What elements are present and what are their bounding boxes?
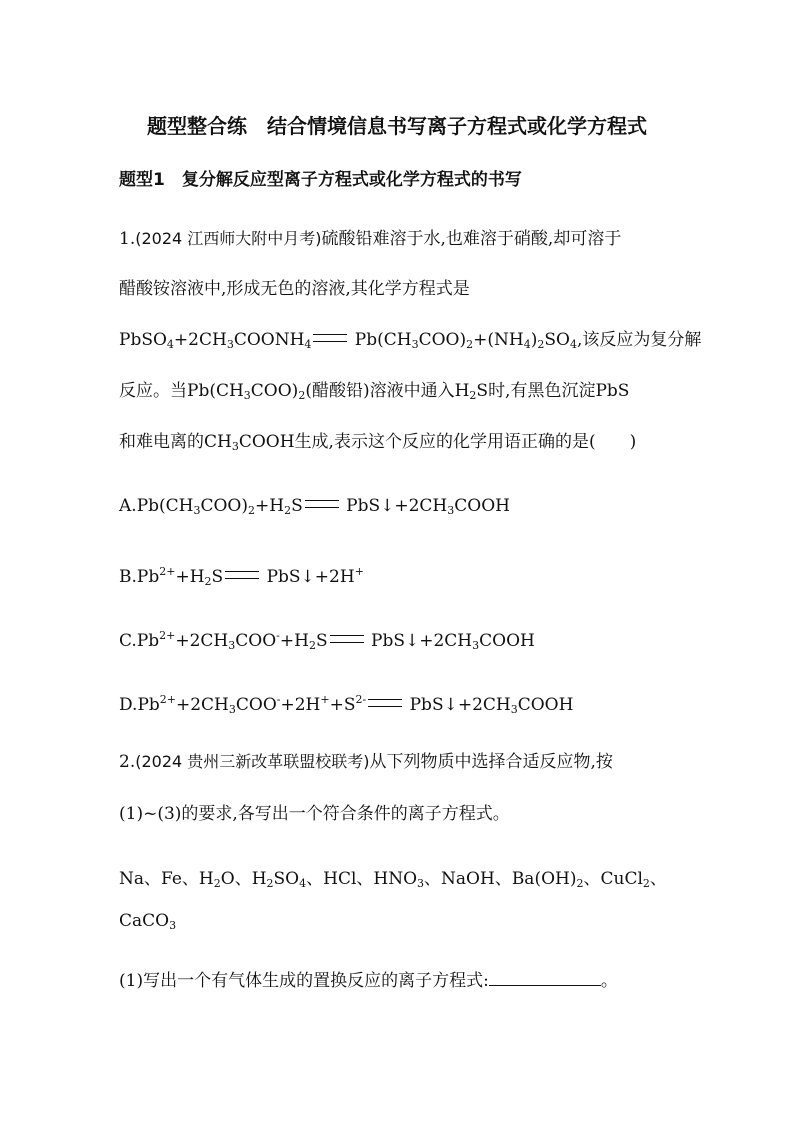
q2-sub1-text: (1)写出一个有气体生成的置换反应的离子方程式: (119, 971, 489, 991)
option-label: A. (119, 496, 137, 516)
option-label: C. (119, 631, 137, 651)
acetic-acid-formula: $CH_3COOH$ (204, 432, 295, 453)
q2-number: 2. (119, 752, 136, 772)
q1-eq-tail: ,该反应为复分解 (576, 330, 702, 350)
option-label: D. (119, 695, 138, 715)
q1-equation: $PbSO_4+2CH_3COONH_4$ $Pb(CH_3COO)_2+(NH_4)_2SO_4$ (119, 330, 577, 351)
q1-text-c4: PbS (595, 381, 630, 401)
equals-sign (368, 699, 402, 707)
section-heading: 题型1 复分解反应型离子方程式或化学方程式的书写 (119, 170, 522, 190)
q2-sub1 (119, 967, 618, 993)
equals-sign (313, 334, 347, 342)
q1-option-a[interactable]: $A.Pb(CH_3COO)_2+H_2S$ $PbS↓+2CH_3COOH$ (119, 496, 510, 517)
q1-option-b[interactable]: $B.Pb^{2+}+H_2S$ PbS↓+2H+ (119, 565, 364, 588)
q1-line-4 (119, 379, 629, 408)
q1-option-d[interactable]: $D.Pb^{2+}+2CH_3COO^-+2H^++S^{2-}$ $PbS↓+2CH_3COOH$ (119, 693, 574, 716)
q1-number: 1. (119, 229, 136, 249)
option-label: B. (119, 567, 137, 587)
q1-text-d2: 生成,表示这个反应的化学用语正确的是( ) (294, 432, 637, 452)
q1-text-c1: 反应。当 (119, 381, 187, 401)
equals-sign (225, 571, 259, 579)
q2-source: (2024 贵州三新改革联盟校联考) (135, 752, 370, 771)
page-title: 题型整合练 结合情境信息书写离子方程式或化学方程式 (147, 114, 647, 138)
q2-sub1-end: 。 (600, 971, 618, 991)
q1-text-c2: (醋酸铅)溶液中通入 (305, 381, 455, 401)
q1-text-d1: 和难电离的 (119, 432, 204, 452)
q1-equation-line (119, 328, 701, 357)
q2-substance-list-cont: CaCO$_3$ (119, 911, 177, 932)
q1-option-c[interactable]: $C.Pb^{2+}+2CH_3COO^-+H_2S$ $PbS↓+2CH_3COOH$ (119, 629, 535, 652)
answer-blank[interactable] (489, 967, 601, 986)
equals-sign (330, 635, 364, 643)
q2-line-1 (119, 750, 613, 774)
q2-line-2: (1)~(3)的要求,各写出一个符合条件的离子方程式。 (119, 804, 510, 824)
lead-acetate-formula: $Pb(CH_3COO)_2$ (187, 381, 306, 402)
q1-source: (2024 江西师大附中月考) (135, 229, 322, 248)
q1-text-c3: 时,有黑色沉淀 (488, 381, 596, 401)
q1-line-2: 醋酸铵溶液中,形成无色的溶液,其化学方程式是 (119, 279, 470, 299)
q1-text-a: 硫酸铅难溶于水,也难溶于硝酸,却可溶于 (321, 229, 622, 249)
q1-line-1 (119, 227, 621, 251)
q2-substance-list: Na、Fe、$H_2O$、$H_2SO_4$、HCl、$HNO_3$、NaOH、$Ba(OH)_2$、CuCl$_2$、 (119, 869, 667, 890)
h2s-formula: $H_2S$ (454, 381, 489, 402)
equals-sign (305, 500, 339, 508)
q1-line-5 (119, 430, 636, 459)
q2-text-a: 从下列物质中选择合适反应物,按 (369, 752, 613, 772)
